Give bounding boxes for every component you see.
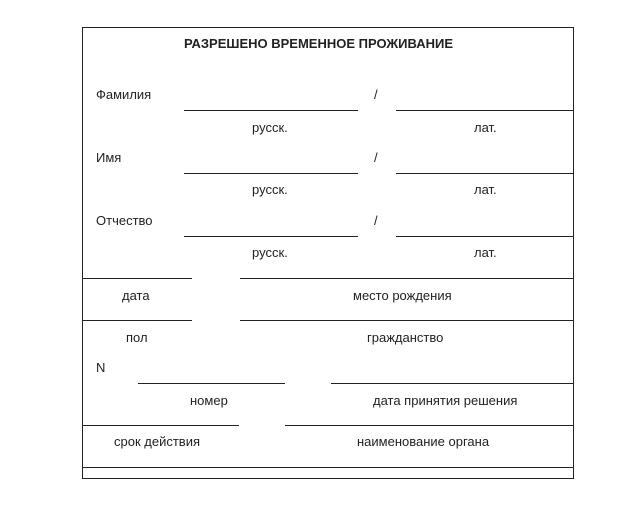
- validity-caption: срок действия: [114, 434, 200, 449]
- name-rus-caption: русск.: [252, 182, 288, 197]
- patronymic-rus-caption: русск.: [252, 245, 288, 260]
- citizenship-caption: гражданство: [367, 330, 444, 345]
- decision-date-line[interactable]: [331, 383, 574, 384]
- birth-place-caption: место рождения: [353, 288, 452, 303]
- name-rus-line[interactable]: [184, 173, 358, 174]
- authority-line[interactable]: [285, 425, 574, 426]
- citizenship-line[interactable]: [240, 320, 574, 321]
- sex-line[interactable]: [83, 320, 192, 321]
- validity-line[interactable]: [83, 425, 239, 426]
- surname-separator: /: [374, 87, 378, 102]
- surname-rus-line[interactable]: [184, 110, 358, 111]
- birth-date-line[interactable]: [83, 278, 192, 279]
- name-separator: /: [374, 150, 378, 165]
- stamp-title: РАЗРЕШЕНО ВРЕМЕННОЕ ПРОЖИВАНИЕ: [184, 36, 454, 51]
- patronymic-lat-line[interactable]: [396, 236, 574, 237]
- surname-lat-line[interactable]: [396, 110, 574, 111]
- permit-stamp-frame: [82, 27, 574, 479]
- authority-caption: наименование органа: [357, 434, 490, 449]
- surname-rus-caption: русск.: [252, 120, 288, 135]
- patronymic-rus-line[interactable]: [184, 236, 358, 237]
- name-lat-caption: лат.: [474, 182, 497, 197]
- bottom-rule: [83, 467, 574, 468]
- name-label: Имя: [96, 150, 122, 165]
- name-lat-line[interactable]: [396, 173, 574, 174]
- birth-date-caption: дата: [122, 288, 150, 303]
- surname-label: Фамилия: [96, 87, 152, 102]
- birth-place-line[interactable]: [240, 278, 574, 279]
- number-caption: номер: [190, 393, 228, 408]
- surname-lat-caption: лат.: [474, 120, 497, 135]
- number-line[interactable]: [138, 383, 285, 384]
- patronymic-separator: /: [374, 213, 378, 228]
- sex-caption: пол: [126, 330, 148, 345]
- patronymic-lat-caption: лат.: [474, 245, 497, 260]
- decision-date-caption: дата принятия решения: [373, 393, 518, 408]
- number-symbol: N: [96, 360, 106, 375]
- patronymic-label: Отчество: [96, 213, 153, 228]
